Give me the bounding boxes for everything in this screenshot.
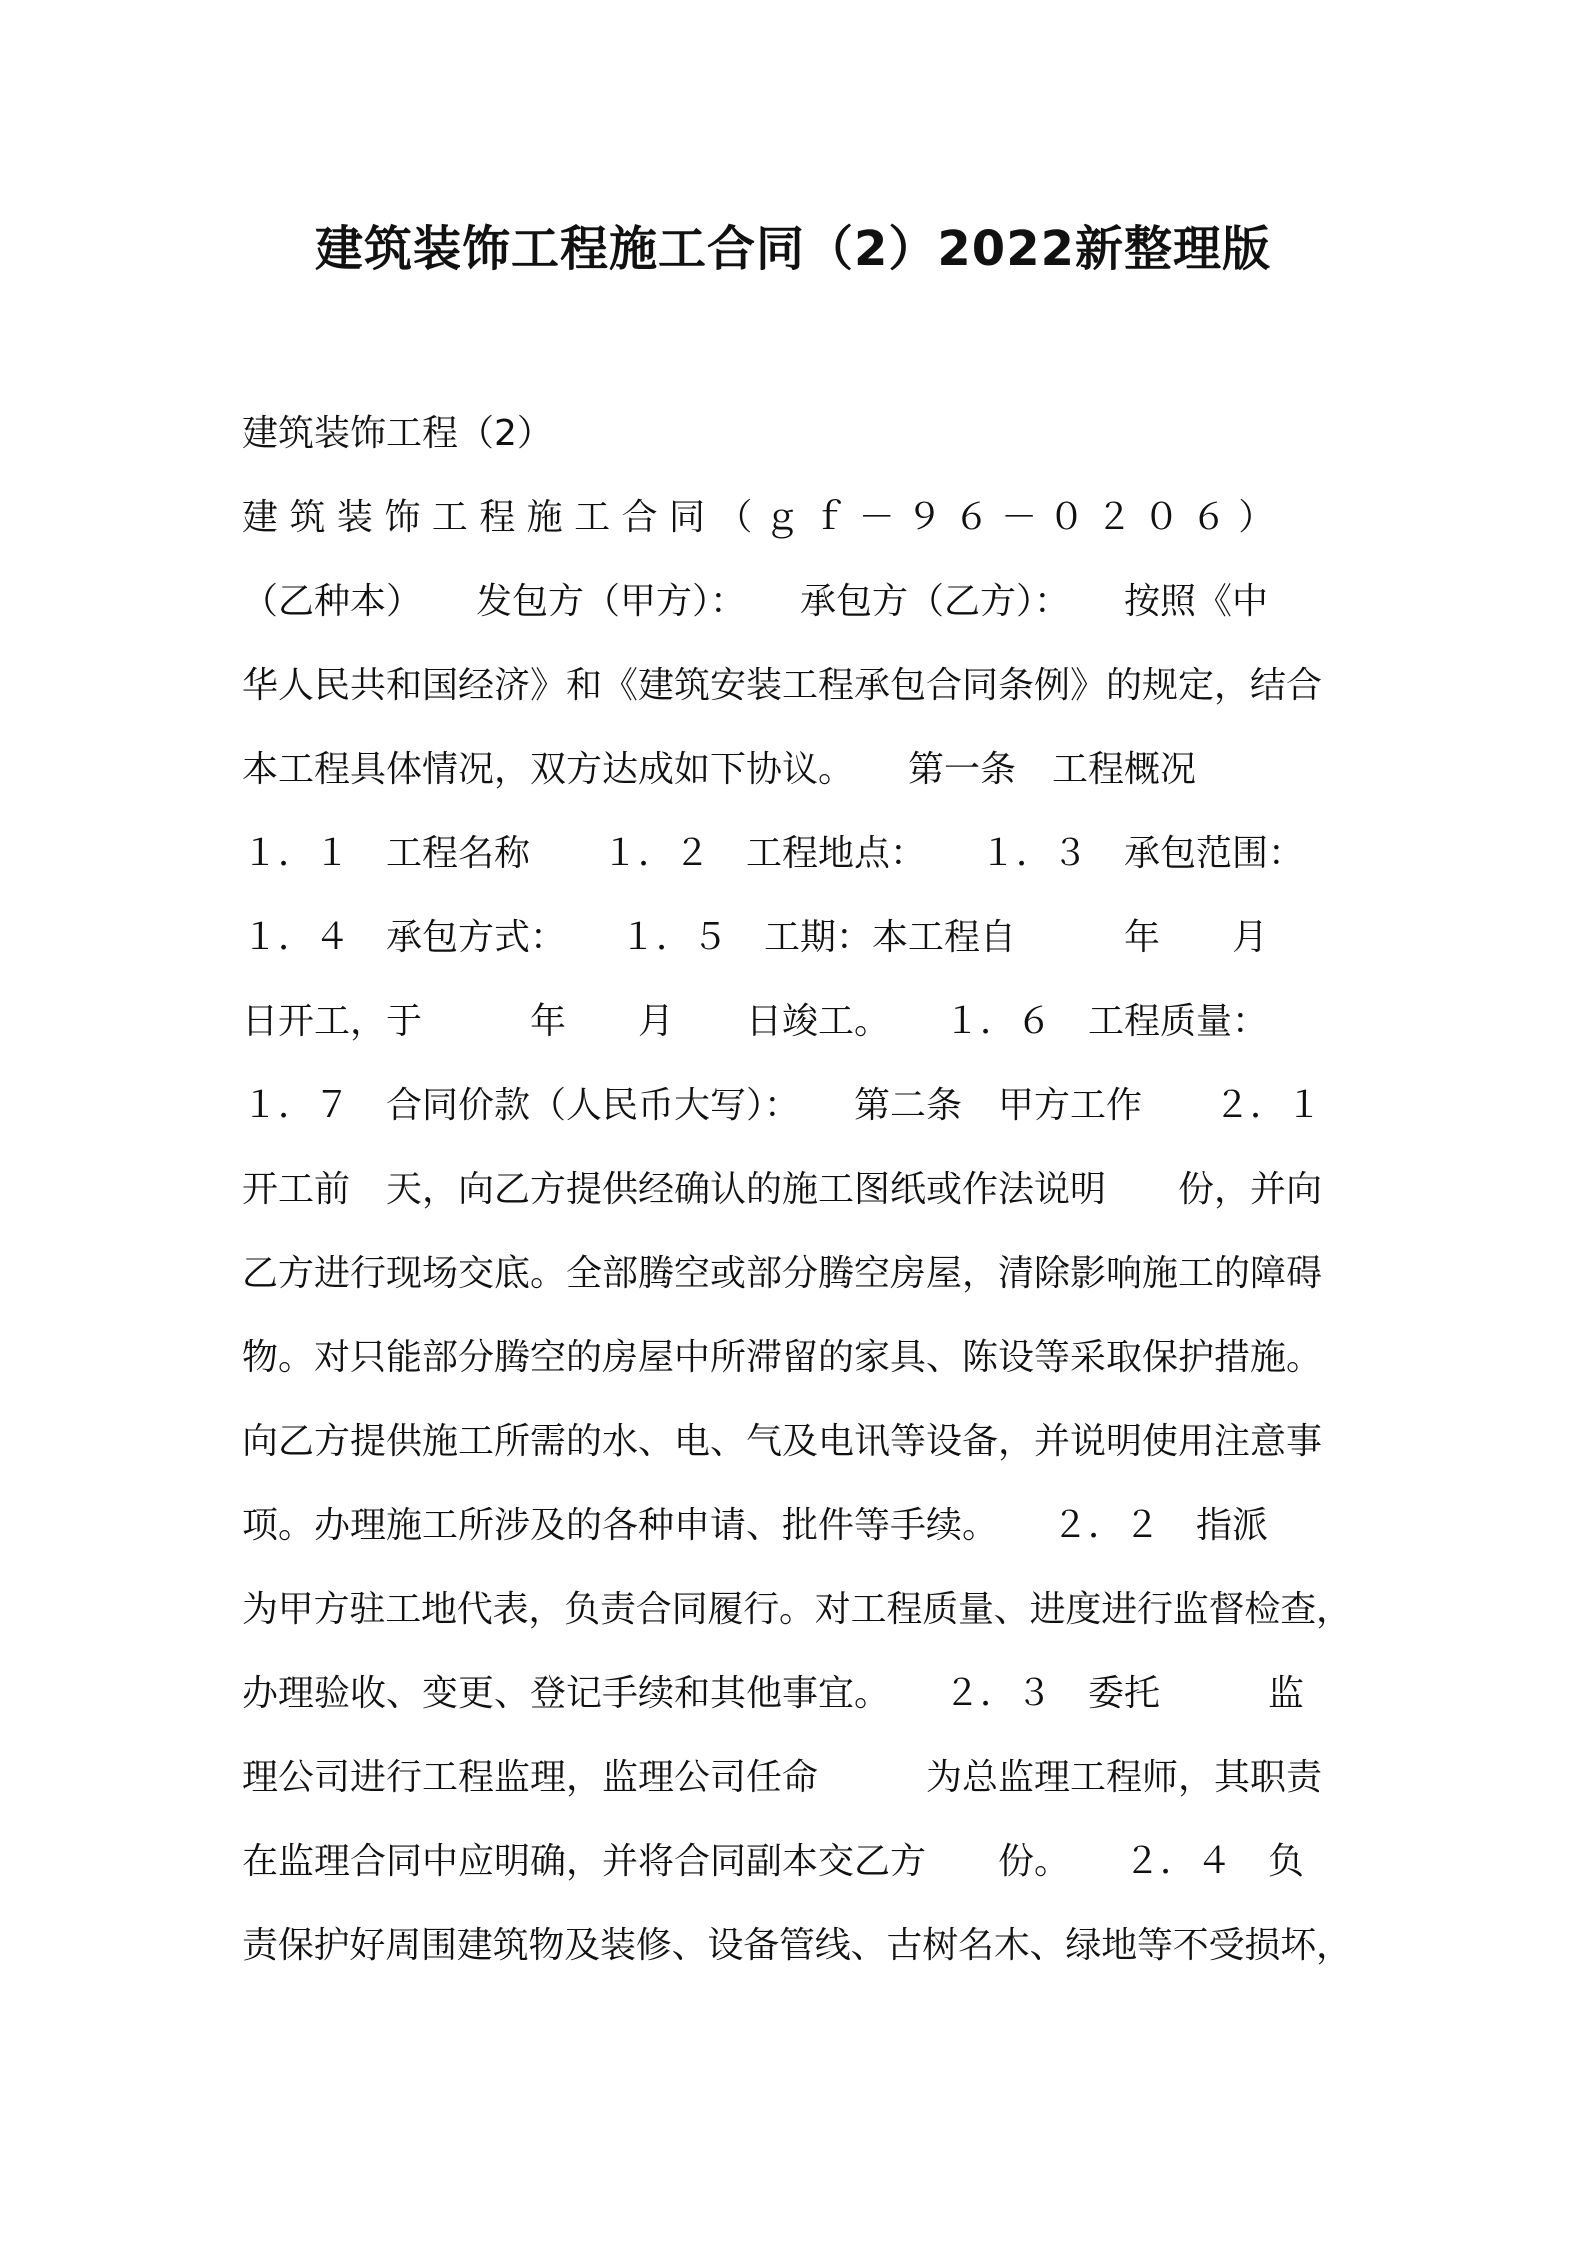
text-line: 华人民共和国经济》和《建筑安装工程承包合同条例》的规定，结合: [242, 665, 1323, 706]
text-line: 在监理合同中应明确，并将合同副本交乙方 份。 ２．４ 负: [242, 1841, 1305, 1882]
text-line: 日开工，于 年 月 日竣工。 １．６ 工程质量：: [242, 1001, 1269, 1042]
text-line: 乙方进行现场交底。全部腾空或部分腾空房屋，清除影响施工的障碍: [242, 1253, 1323, 1294]
text-line: 为甲方驻工地代表，负责合同履行。对工程质量、进度进行监督检查，: [242, 1589, 1352, 1630]
text-line: １．４ 承包方式： １．５ 工期：本工程自 年 月: [242, 917, 1269, 958]
text-line: 建筑装饰工程（2）: [242, 413, 553, 454]
document-title: 建筑装饰工程施工合同（2）2022新整理版: [315, 221, 1271, 277]
text-line: 本工程具体情况，双方达成如下协议。 第一条 工程概况: [242, 749, 1197, 790]
text-line: 向乙方提供施工所需的水、电、气及电讯等设备，并说明使用注意事: [242, 1421, 1323, 1462]
text-line: 物。对只能部分腾空的房屋中所滞留的家具、陈设等采取保护措施。: [242, 1337, 1323, 1378]
text-line: （乙种本） 发包方（甲方）： 承包方（乙方）： 按照《中: [242, 581, 1269, 622]
text-line: 建 筑 装 饰 工 程 施 工 合 同 （ ｇ ｆ － ９ ６ － ０ ２ ０ ６ ）: [242, 497, 1275, 538]
text-line: １．１ 工程名称 １．２ 工程地点： １．３ 承包范围：: [242, 833, 1305, 874]
text-line: 开工前 天，向乙方提供经确认的施工图纸或作法说明 份，并向: [242, 1169, 1323, 1210]
text-line: 办理验收、变更、登记手续和其他事宜。 ２．３ 委托 监: [242, 1673, 1305, 1714]
text-line: 理公司进行工程监理，监理公司任命 为总监理工程师，其职责: [242, 1757, 1323, 1798]
text-line: １．７ 合同价款（人民币大写）： 第二条 甲方工作 ２．１: [242, 1085, 1323, 1126]
text-line: 责保护好周围建筑物及装修、设备管线、古树名木、绿地等不受损坏，: [242, 1925, 1352, 1966]
text-line: 项。办理施工所涉及的各种申请、批件等手续。 ２．２ 指派: [242, 1505, 1269, 1546]
